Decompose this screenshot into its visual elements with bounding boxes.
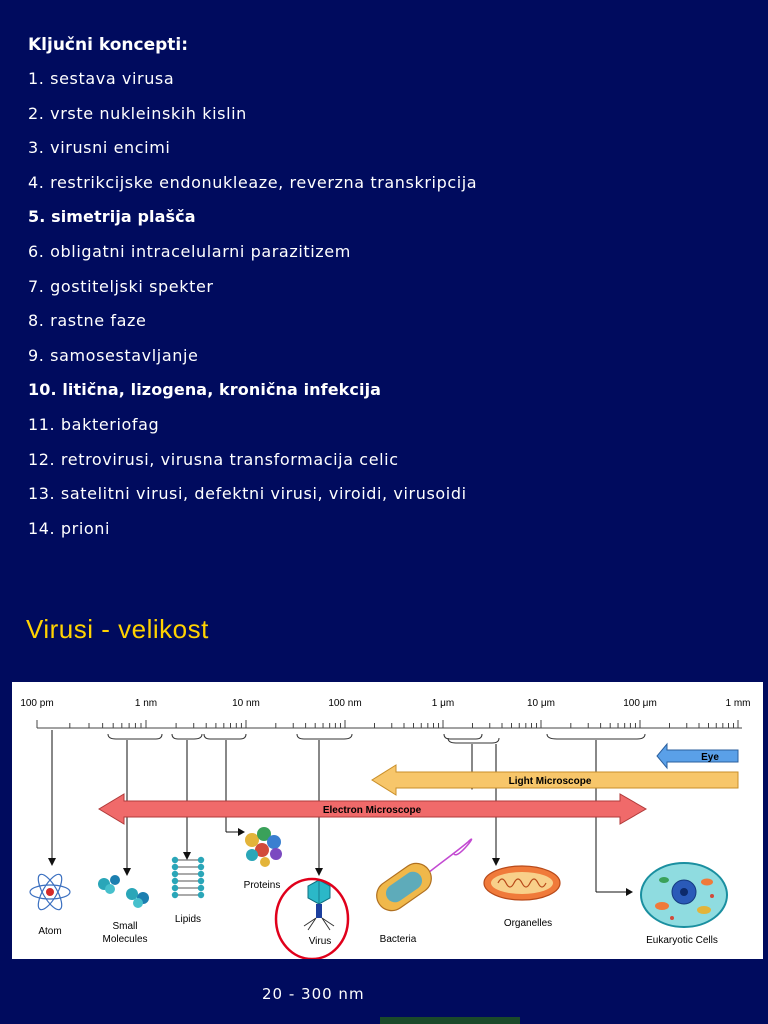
virus-size-range: 20 - 300 nm xyxy=(262,985,365,1003)
atom-label: Atom xyxy=(38,926,62,937)
concept-item: 9. samosestavljanje xyxy=(28,345,199,365)
eye-label: Eye xyxy=(701,752,719,763)
concept-item: 8. rastne faze xyxy=(28,311,147,331)
bacteria-icon xyxy=(371,839,472,916)
bacteria-label: Bacteria xyxy=(379,934,417,945)
concept-item: 13. satelitni virusi, defektni virusi, viroidi, virusoidi xyxy=(28,484,467,504)
virus-icon xyxy=(304,880,334,930)
eukaryotic-cell-icon xyxy=(641,863,727,927)
organelles-icon xyxy=(484,866,560,900)
lipid-head xyxy=(198,892,204,898)
scale-label: 10 nm xyxy=(232,698,260,709)
lipid-head xyxy=(172,871,178,877)
scale-label: 100 pm xyxy=(20,698,54,709)
range-brackets xyxy=(108,734,645,743)
lipid-head xyxy=(172,857,178,863)
concept-item: 5. simetrija plašča xyxy=(28,207,196,227)
concept-item: 12. retrovirusi, virusna transformacija celic xyxy=(28,449,399,469)
size-scale-figure xyxy=(12,682,763,959)
small-molecules-label: Small xyxy=(112,921,138,932)
lipid-head xyxy=(198,885,204,891)
atom-icon xyxy=(30,871,70,913)
concept-item: 10. litična, lizogena, kronična infekcija xyxy=(28,380,382,400)
bottom-strip xyxy=(380,1017,520,1024)
virus-label: Virus xyxy=(308,936,332,947)
section-heading: Virusi - velikost xyxy=(26,614,209,644)
concept-item: 2. vrste nukleinskih kislin xyxy=(28,103,247,123)
lipid-head xyxy=(198,857,204,863)
eye-range-arrow xyxy=(657,744,738,768)
scale-label: 1 nm xyxy=(134,698,158,709)
concept-item: 11. bakteriofag xyxy=(28,414,160,434)
proteins-icon xyxy=(245,827,282,867)
lipid-head xyxy=(198,878,204,884)
lipid-head xyxy=(172,885,178,891)
scale-label: 100 nm xyxy=(328,698,362,709)
light-microscope-label: Light Microscope xyxy=(508,776,592,787)
scale-axis xyxy=(37,720,742,728)
small-molecules-icon xyxy=(98,875,149,908)
scale-label: 10 μm xyxy=(527,698,555,709)
scale-label: 1 μm xyxy=(431,698,455,709)
lipids-label: Lipids xyxy=(174,914,202,925)
lipid-head xyxy=(198,871,204,877)
lipid-head xyxy=(172,864,178,870)
concept-item: 7. gostiteljski spekter xyxy=(28,276,214,296)
eukaryotic-cells-label: Eukaryotic Cells xyxy=(646,935,718,946)
lipid-head xyxy=(172,892,178,898)
concept-item: 14. prioni xyxy=(28,518,111,538)
lipids-icon xyxy=(172,857,204,898)
concept-item: 3. virusni encimi xyxy=(28,138,171,158)
small-molecules-label: Molecules xyxy=(102,934,148,945)
proteins-label: Proteins xyxy=(243,880,281,891)
key-concepts-title: Ključni koncepti: xyxy=(28,35,189,55)
size-scale-diagram xyxy=(12,682,763,959)
lipid-head xyxy=(172,878,178,884)
electron-microscope-label: Electron Microscope xyxy=(322,805,422,816)
concept-item: 6. obligatni intracelularni parazitizem xyxy=(28,241,351,261)
scale-label: 1 mm xyxy=(725,698,751,709)
key-concepts-list xyxy=(28,66,477,550)
concept-item: 1. sestava virusa xyxy=(28,69,175,88)
electron-microscope-range-arrow xyxy=(99,794,646,824)
light-microscope-range-arrow xyxy=(372,765,738,795)
lipid-head xyxy=(198,864,204,870)
concept-item: 4. restrikcijske endonukleaze, reverzna transkripcija xyxy=(28,172,478,192)
scale-label: 100 μm xyxy=(623,698,657,709)
scale-labels xyxy=(20,698,750,709)
organelles-label: Organelles xyxy=(503,918,553,929)
